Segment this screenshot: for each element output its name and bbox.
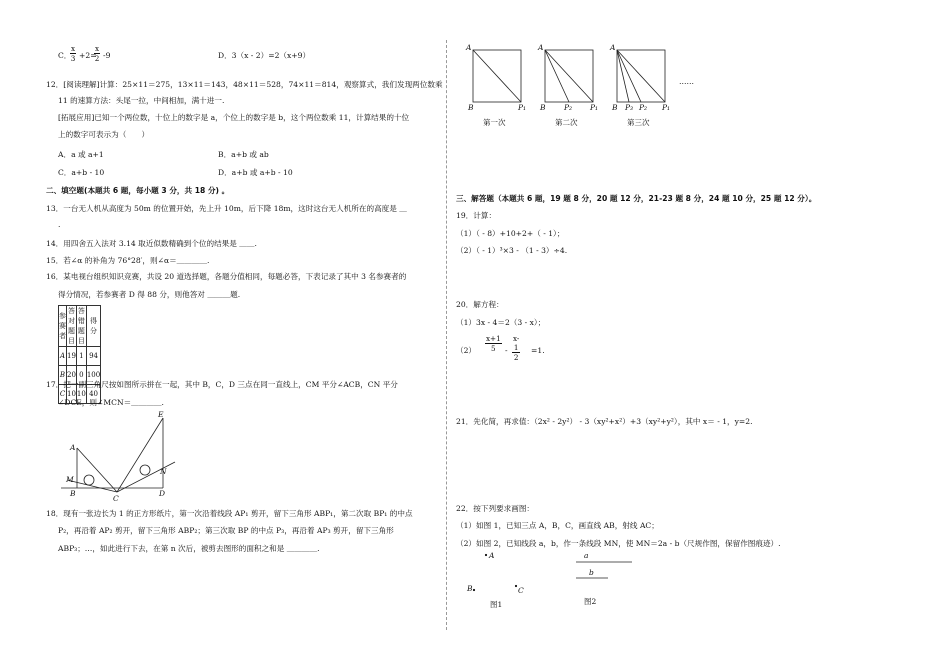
q22-part1: （1）如图 1，已知三点 A，B，C，画直线 AB，射线 AC； — [456, 521, 659, 530]
q18-line1: 18．现有一张边长为 1 的正方形纸片，第一次沿着线段 AP₁ 剪开，留下三角形 ABP₁，第二次取 BP₁ 的中点 — [46, 509, 413, 518]
table-cell: 20 — [67, 366, 77, 385]
section-3-heading: 三、解答题（本题共 6 题，19 题 8 分，20 题 12 分，21-23 题 8 分，24 题 10 分，25 题 12 分）。 — [456, 194, 817, 203]
table-cell: 94 — [86, 347, 100, 366]
circle-right — [140, 465, 150, 475]
q22-title: 22．按下列要求画图： — [456, 504, 535, 513]
fig-ellipsis: …… — [679, 77, 694, 86]
q11-option-c-frac1: $\frac{x}{3}$ — [70, 44, 76, 63]
cut-ap1-2 — [545, 50, 593, 102]
table-row — [59, 347, 101, 366]
q16-line1: 16．某电视台组织知识竞赛，共设 20 道选择题，各题分值相同，每题必答，下表记录了其中 3 名参赛者的 — [46, 272, 407, 281]
q12-option-b: B．a+b 或 ab — [218, 150, 269, 159]
fig1-label-b: B — [468, 103, 474, 112]
q13-line2: . — [58, 220, 61, 229]
fig2-label-p2: P₂ — [564, 103, 573, 112]
q15: 15．若∠α 的补角为 76°28′，则∠α＝＿＿＿＿. — [46, 256, 210, 265]
q18-square-figures — [463, 42, 713, 132]
table-cell: 0 — [76, 366, 86, 385]
cut-ap3-3 — [617, 50, 629, 102]
fig2-segment-b-label: b — [589, 568, 594, 577]
q19-part2: （2）（ - 1）³×3 - （1 - 3）÷4. — [456, 246, 568, 255]
caption-first: 第一次 — [483, 118, 506, 127]
q14: 14．用四舍五入法对 3.14 取近似数精确到个位的结果是 ＿＿. — [46, 239, 257, 248]
fig1-label-a: A — [466, 43, 472, 52]
table-header-cell: 答错题目 — [77, 307, 85, 345]
label-e: E — [158, 410, 164, 419]
table-cell: 10 — [76, 385, 86, 404]
q11-option-c-mid: +2= — [79, 51, 97, 60]
label-m: M — [66, 475, 74, 484]
q21: 21．先化简，再求值：（2x² - 2y²） - 3（xy²+x²）+3（xy²+y²），其中 x＝ - 1，y=2. — [456, 417, 753, 426]
line-ce — [117, 418, 163, 492]
caption-third: 第三次 — [627, 118, 650, 127]
q12-line3: [拓展应用]已知一个两位数，十位上的数字是 a，个位上的数字是 b，这个两位数乘 11，计算结果的十位 — [58, 113, 410, 122]
point-a — [485, 554, 487, 556]
fig2-segment-a-label: a — [584, 551, 589, 560]
fig1-point-b-label: B — [467, 584, 473, 593]
q13-line1: 13．一台无人机从高度为 50m 的位置开始，先上升 10m，后下降 18m，这时这台无人机所在的高度是 ＿ — [46, 204, 407, 213]
q12-line1: 12．[阅读理解]计算：25×11＝275，13×11＝143，48×11＝528，74×11＝814，观察算式，我们发现两位数乘 — [46, 80, 443, 89]
table-header-cell: 答对题目 — [67, 307, 75, 345]
q11-option-d: D．3（x - 2）=2（x+9） — [218, 51, 311, 60]
q20-part1: （1）3x - 4＝2（3 - x）； — [456, 318, 546, 327]
q20-frac1: $\frac{x+1}{5}$ — [486, 334, 501, 353]
table-cell: 40 — [86, 385, 100, 404]
fig1-point-c-label: C — [518, 586, 524, 595]
circle-left — [84, 475, 94, 485]
label-a: A — [70, 443, 76, 452]
q11-option-c-label: C． — [58, 51, 72, 60]
cut-ap2-2 — [545, 50, 569, 102]
label-n: N — [160, 467, 167, 476]
fig2-label-a: A — [538, 43, 544, 52]
fig2-label-b: B — [540, 103, 546, 112]
q18-line2: P₂，再沿着 AP₂ 剪开，留下三角形 ABP₂；第三次取 BP 的中点 P₃，再沿着 AP₃ 剪开，留下三角形 — [58, 526, 394, 535]
table-cell: A — [59, 347, 67, 366]
q20-title: 20．解方程： — [456, 300, 504, 309]
fig3-label-p3: P₃ — [625, 103, 634, 112]
cut-ap2-3 — [617, 50, 641, 102]
q12-line4: 上的数字可表示为（ ） — [58, 130, 150, 139]
table-cell: 10 — [67, 385, 77, 404]
fig2-label-p1: P₁ — [590, 103, 599, 112]
cut-ap1-1 — [473, 50, 521, 102]
q22-figures — [456, 550, 656, 615]
q20-part2-label: （2） — [456, 346, 477, 355]
table-cell: 1 — [76, 347, 86, 366]
q17-line1: 17．把一副三角尺按如图所示拼在一起，其中 B，C，D 三点在同一直线上，CM 平分∠ACB，CN 平分 — [46, 380, 398, 389]
label-d: D — [159, 489, 166, 498]
table-cell: 19 — [67, 347, 77, 366]
table-header-cell: 参赛者 — [59, 306, 67, 347]
table-header-cell: 得分 — [86, 306, 100, 347]
q11-option-c-frac2: $\frac{x}{2}$ — [94, 44, 100, 63]
q20-tail: =1. — [531, 346, 545, 355]
q16-line2: 得分情况，若参赛者 D 得 88 分，则他答对 ＿＿＿题. — [58, 290, 241, 299]
point-b — [473, 589, 475, 591]
cut-ap1-3 — [617, 50, 665, 102]
q19-part1: （1）（ - 8）+10+2+（ - 1）； — [456, 229, 565, 238]
fig3-label-a: A — [610, 43, 616, 52]
label-b: B — [70, 489, 76, 498]
q20-minus: - — [505, 346, 508, 355]
fig3-label-b: B — [612, 103, 618, 112]
table-header-row — [59, 306, 101, 347]
fig1-point-a-label: A — [489, 551, 495, 560]
line-ac — [77, 448, 117, 492]
section-2-heading: 二、填空题(本题共 6 题，每小题 3 分，共 18 分) 。 — [46, 186, 230, 195]
table-cell: 100 — [86, 366, 100, 385]
fig3-label-p1: P₁ — [662, 103, 671, 112]
q22-part2: （2）如图 2，已知线段 a，b，作一条线段 MN，使 MN＝2a - b（尺规作图，保留作图痕迹）. — [456, 539, 781, 548]
q12-line2: 11 的速算方法：头尾一拉，中间相加，满十进一. — [58, 96, 225, 105]
q11-option-c-tail: -9 — [103, 51, 111, 60]
fig2-caption: 图2 — [584, 597, 597, 606]
q18-line3: ABP₃；…，如此进行下去，在第 n 次后，被剪去图形的面积之和是 ＿＿＿＿. — [58, 544, 320, 553]
q12-option-a: A．a 或 a+1 — [58, 150, 104, 159]
q17-triangle-figure — [55, 410, 185, 505]
q20-frac2: $\frac{x-1}{2}$ — [513, 334, 520, 362]
caption-second: 第二次 — [555, 118, 578, 127]
fig1-label-p1: P₁ — [518, 103, 527, 112]
point-c — [515, 585, 517, 587]
q17-line2: ∠DCE，则∠MCN＝＿＿＿＿. — [58, 398, 164, 407]
column-divider — [446, 40, 447, 630]
table-cell: B — [59, 366, 67, 385]
q12-option-c: C．a+b - 10 — [58, 168, 105, 177]
label-c: C — [113, 494, 119, 503]
q12-option-d: D．a+b 或 a+b - 10 — [218, 168, 293, 177]
fig3-label-p2: P₂ — [639, 103, 648, 112]
table-cell: C — [59, 385, 67, 404]
fig1-caption: 图1 — [490, 600, 503, 609]
q19-title: 19．计算： — [456, 211, 497, 220]
